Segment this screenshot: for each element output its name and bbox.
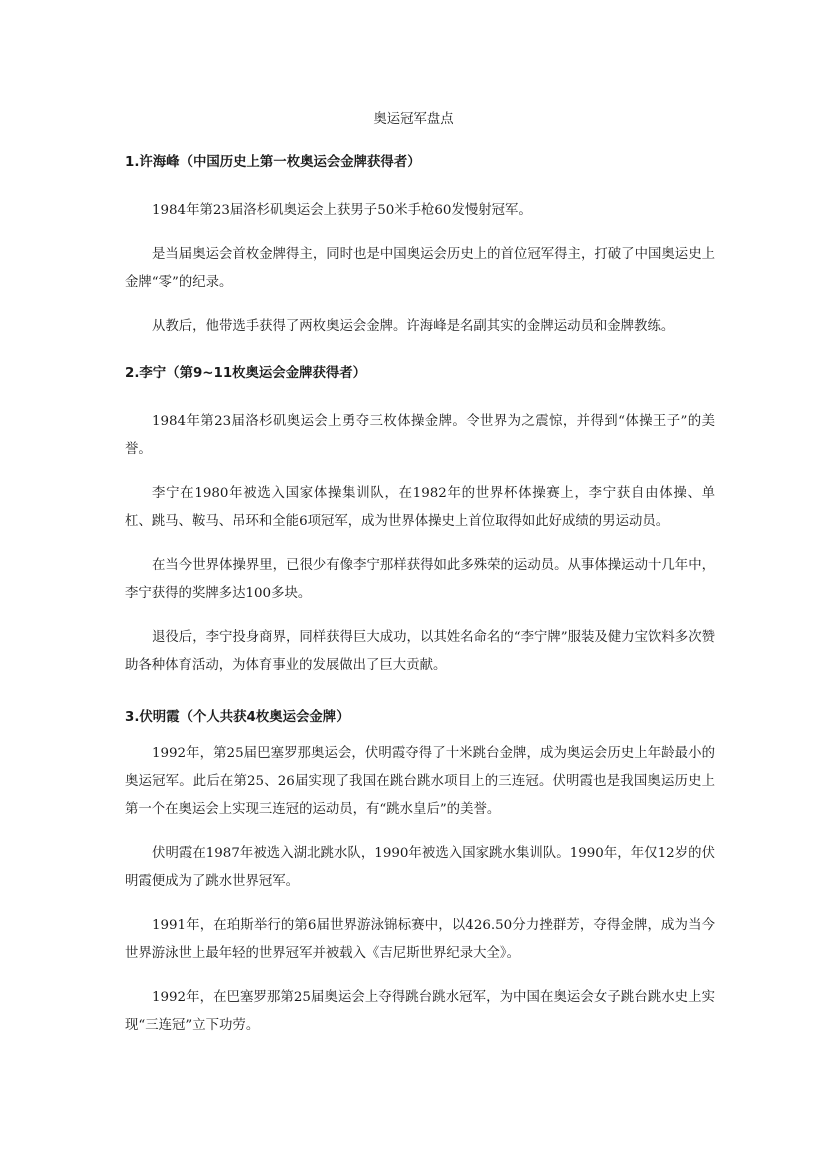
paragraph: 1992年，在巴塞罗那第25届奥运会上夺得跳台跳水冠军，为中国在奥运会女子跳台跳水史上实现“三连冠”立下功劳。 [125, 990, 715, 1033]
paragraph: 在当今世界体操界里，已很少有像李宁那样获得如此多殊荣的运动员。从事体操运动十几年中，李宁获得的奖牌多达100多块。 [125, 558, 715, 601]
paragraph: 退役后，李宁投身商界，同样获得巨大成功，以其姓名命名的“李宁牌”服装及健力宝饮料多次赞助各种体育活动，为体育事业的发展做出了巨大贡献。 [125, 630, 715, 673]
section-heading-xu-haifeng: 1.许海峰（中国历史上第一枚奥运会金牌获得者） [125, 155, 421, 170]
paragraph: 李宁在1980年被选入国家体操集训队，在1982年的世界杯体操赛上，李宁获自由体操、单杠、跳马、鞍马、吊环和全能6项冠军，成为世界体操史上首位取得如此好成绩的男运动员。 [125, 486, 715, 529]
paragraph: 1991年，在珀斯举行的第6届世界游泳锦标赛中，以426.50分力挫群芳，夺得金牌，成为当今世界游泳世上最年轻的世界冠军并被载入《吉尼斯世界纪录大全》。 [125, 918, 715, 961]
paragraph: 1992年，第25届巴塞罗那奥运会，伏明霞夺得了十米跳台金牌，成为奥运会历史上年龄最小的奥运冠军。此后在第25、26届实现了我国在跳台跳水项目上的三连冠。伏明霞也是我国奥运历史上第一个在奥运会上实现三连冠的运动员，有“跳水皇后”的美誉。 [125, 746, 715, 817]
paragraph: 从教后，他带选手获得了两枚奥运会金牌。许海峰是名副其实的金牌运动员和金牌教练。 [152, 319, 675, 334]
paragraph: 伏明霞在1987年被选入湖北跳水队，1990年被选入国家跳水集训队。1990年，年仅12岁的伏明霞便成为了跳水世界冠军。 [125, 846, 715, 889]
paragraph: 是当届奥运会首枚金牌得主，同时也是中国奥运会历史上的首位冠军得主，打破了中国奥运史上金牌“零”的纪录。 [125, 247, 715, 290]
paragraph: 1984年第23届洛杉矶奥运会上获男子50米手枪60发慢射冠军。 [152, 203, 532, 218]
section-heading-fu-mingxia: 3.伏明霞（个人共获4枚奥运会金牌） [125, 710, 350, 725]
paragraph: 1984年第23届洛杉矶奥运会上勇夺三枚体操金牌。令世界为之震惊，并得到“体操王子”的美誉。 [125, 414, 715, 457]
section-heading-li-ning: 2.李宁（第9~11枚奥运会金牌获得者） [125, 366, 367, 381]
document-title: 奥运冠军盘点 [373, 112, 454, 127]
